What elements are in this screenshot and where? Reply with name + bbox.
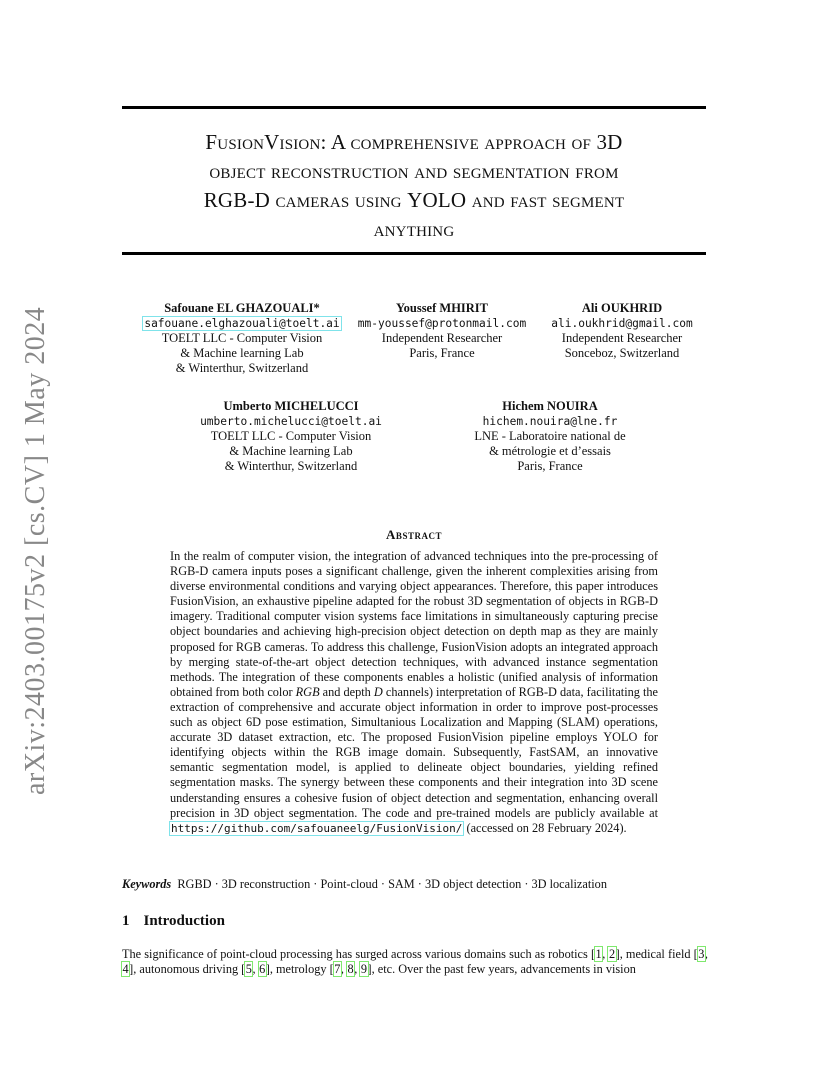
- author-block: Umberto MICHELUCCI umberto.michelucci@toelt.ai TOELT LLC - Computer Vision & Machine learning Lab & Winterthur, Switzerland: [186, 399, 396, 474]
- author-email-link[interactable]: safouane.elghazouali@toelt.ai: [144, 317, 340, 330]
- author-email: mm-youssef@protonmail.com: [357, 317, 527, 330]
- arxiv-identifier: arXiv:2403.00175v2 [cs.CV] 1 May 2024: [20, 306, 51, 795]
- abstract-heading: Abstract: [386, 527, 442, 542]
- intro-paragraph: The significance of point-cloud processing has surged across various domains such as robotics [1, 2], medical field [3, 4], autonomous driving [5, 6], metrology [7, 8, 9], etc. Over the past few years, advancements in vision: [122, 947, 708, 977]
- author-email: ali.oukhrid@gmail.com: [551, 317, 693, 330]
- author-block: Safouane EL GHAZOUALI* safouane.elghazouali@toelt.ai TOELT LLC - Computer Vision & Machine learning Lab & Winterthur, Switzerland: [144, 301, 340, 375]
- section-heading: 1 Introduction: [122, 913, 225, 929]
- citation-link[interactable]: 9: [360, 962, 367, 977]
- title-fusionvision: FusionVision: [205, 130, 321, 154]
- title-bottom-rule: [122, 252, 706, 255]
- citation-link[interactable]: 8: [347, 962, 354, 977]
- citation-link[interactable]: 5: [245, 962, 252, 977]
- author-email: hichem.nouira@lne.fr: [482, 415, 618, 428]
- author-email: umberto.michelucci@toelt.ai: [200, 415, 382, 428]
- citation-link[interactable]: 4: [122, 962, 129, 977]
- author-block: Hichem NOUIRA hichem.nouira@lne.fr LNE - Laboratoire national de & métrologie et d’essais Paris, France: [450, 399, 650, 474]
- keywords-label: Keywords: [122, 877, 172, 891]
- github-link[interactable]: https://github.com/safouaneelg/FusionVision/: [171, 821, 463, 835]
- abstract-text: In the realm of computer vision, the integration of advanced techniques into the pre-processing of RGB-D camera inputs poses a significant challenge, given the inherent complexities arising from diverse environmental conditions and varying object appearances. Therefore, this paper introduces FusionVision, an exhaustive pipeline adapted for the robust 3D segmentation of objects in RGB-D imagery. Traditional computer vision systems face limitations in simultaneously capturing precise object boundaries and achieving high-precision object detection on depth map as they are mainly proposed for RGB cameras. To address this challenge, FusionVision adopts an integrated approach by merging state-of-the-art object detection techniques, with advanced instance segmentation methods. The integration of these components enables a holistic (unified analysis of information obtained from both color RGB and depth D channels) interpretation of RGB-D data, facilitating the extraction of comprehensive and accurate object information in order to improve post-processes such as object 6D pose estimation, Simultanious Localization and Mapping (SLAM) operations, accurate 3D dataset extraction, etc. The proposed FusionVision pipeline employs YOLO for identifying objects within the RGB image domain. Subsequently, FastSAM, an innovative semantic segmentation model, is applied to delineate object boundaries, yielding refined segmentation masks. The synergy between these components and their integration into 3D scene understanding ensures a cohesive fusion of object detection and segmentation, enhancing overall precision in 3D object segmentation. The code and pre-trained models are publicly available at https://github.com/safouaneelg/FusionVision/ (accessed on 28 February 2024).: [170, 549, 659, 835]
- citation-link[interactable]: 7: [334, 962, 341, 977]
- paper-title: FusionVision: A comprehensive approach of 3D object reconstruction and segmentation from RGB-D cameras using YOLO and fast segment anything: [203, 130, 625, 241]
- citation-link[interactable]: 3: [698, 947, 705, 961]
- author-block: Ali OUKHRID ali.oukhrid@gmail.com Independent Researcher Sonceboz, Switzerland: [540, 301, 704, 361]
- citation-link[interactable]: 1: [595, 947, 602, 961]
- citation-link[interactable]: 6: [259, 962, 266, 977]
- author-block: Youssef MHIRIT mm-youssef@protonmail.com Independent Researcher Paris, France: [342, 301, 542, 361]
- title-top-rule: [122, 106, 706, 109]
- citation-link[interactable]: 2: [608, 947, 616, 961]
- keywords: Keywords RGBD · 3D reconstruction · Point-cloud · SAM · 3D object detection · 3D localization: [122, 877, 607, 891]
